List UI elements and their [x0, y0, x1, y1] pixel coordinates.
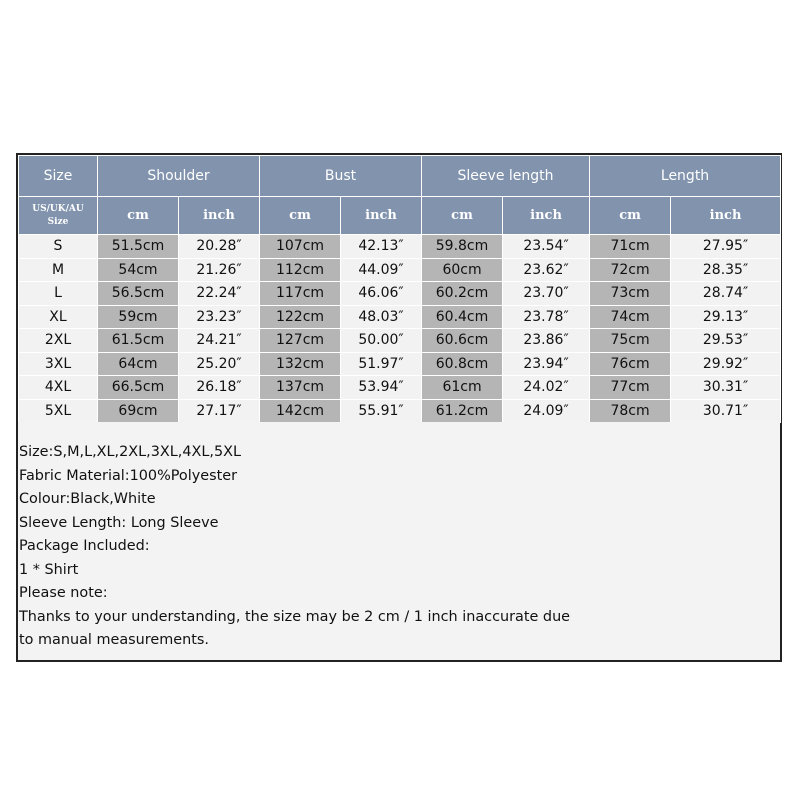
measurement-cell: 29.13″ [671, 305, 781, 329]
size-table [18, 155, 781, 423]
table-row [19, 376, 781, 400]
measurement-cell: 44.09″ [341, 258, 422, 282]
measurement-cell: 64cm [98, 352, 179, 376]
unit-row [19, 197, 781, 235]
measurement-cell: 54cm [98, 258, 179, 282]
note-line: 1 * Shirt [19, 561, 79, 578]
measurement-cell: 51.5cm [98, 235, 179, 259]
measurement-cell: 24.02″ [503, 376, 590, 400]
table-row [19, 399, 781, 423]
measurement-cell: 142cm [260, 399, 341, 423]
region-label: US/UK/AU [32, 203, 84, 214]
measurement-cell: 60.2cm [422, 282, 503, 306]
measurement-cell: 66.5cm [98, 376, 179, 400]
measurement-cell: 23.23″ [179, 305, 260, 329]
region-size-word: Size [47, 216, 69, 227]
measurement-cell: 61.5cm [98, 329, 179, 353]
note-line: Thanks to your understanding, the size may be 2 cm / 1 inch inaccurate due [19, 608, 571, 625]
measurement-cell: 30.31″ [671, 376, 781, 400]
measurement-cell: 28.35″ [671, 258, 781, 282]
size-cell: 4XL [19, 376, 98, 400]
size-chart [16, 153, 782, 662]
size-cell: L [19, 282, 98, 306]
note-line: Fabric Material:100%Polyester [19, 467, 238, 484]
measurement-cell: 27.17″ [179, 399, 260, 423]
measurement-cell: 61cm [422, 376, 503, 400]
measurement-cell: 61.2cm [422, 399, 503, 423]
size-rows [19, 235, 781, 423]
header-length: Length [590, 156, 781, 197]
size-cell: XL [19, 305, 98, 329]
measurement-cell: 46.06″ [341, 282, 422, 306]
measurement-cell: 42.13″ [341, 235, 422, 259]
measurement-cell: 55.91″ [341, 399, 422, 423]
measurement-cell: 117cm [260, 282, 341, 306]
measurement-cell: 29.92″ [671, 352, 781, 376]
measurement-cell: 77cm [590, 376, 671, 400]
measurement-cell: 72cm [590, 258, 671, 282]
table-row [19, 282, 781, 306]
measurement-cell: 23.78″ [503, 305, 590, 329]
size-cell: 5XL [19, 399, 98, 423]
unit-cm: cm [590, 197, 671, 235]
measurement-cell: 127cm [260, 329, 341, 353]
note-line: Package Included: [19, 538, 150, 554]
measurement-cell: 20.28″ [179, 235, 260, 259]
note-line: Size:S,M,L,XL,2XL,3XL,4XL,5XL [19, 444, 241, 460]
size-cell: M [19, 258, 98, 282]
unit-cm: cm [422, 197, 503, 235]
measurement-cell: 48.03″ [341, 305, 422, 329]
measurement-cell: 137cm [260, 376, 341, 400]
measurement-cell: 24.09″ [503, 399, 590, 423]
measurement-cell: 29.53″ [671, 329, 781, 353]
measurement-cell: 122cm [260, 305, 341, 329]
note-line: Colour:Black,White [19, 491, 156, 507]
measurement-cell: 59.8cm [422, 235, 503, 259]
measurement-cell: 73cm [590, 282, 671, 306]
measurement-cell: 26.18″ [179, 376, 260, 400]
measurement-cell: 59cm [98, 305, 179, 329]
header-row [19, 156, 781, 197]
measurement-cell: 23.86″ [503, 329, 590, 353]
measurement-cell: 51.97″ [341, 352, 422, 376]
measurement-cell: 132cm [260, 352, 341, 376]
measurement-cell: 22.24″ [179, 282, 260, 306]
size-cell: S [19, 235, 98, 259]
measurement-cell: 60.6cm [422, 329, 503, 353]
measurement-cell: 23.62″ [503, 258, 590, 282]
measurement-cell: 60cm [422, 258, 503, 282]
note-line: to manual measurements. [19, 632, 209, 648]
measurement-cell: 50.00″ [341, 329, 422, 353]
measurement-cell: 24.21″ [179, 329, 260, 353]
size-cell: 2XL [19, 329, 98, 353]
measurement-cell: 60.4cm [422, 305, 503, 329]
table-row [19, 329, 781, 353]
measurement-cell: 76cm [590, 352, 671, 376]
header-size: Size [19, 156, 98, 197]
measurement-cell: 112cm [260, 258, 341, 282]
unit-cm: cm [98, 197, 179, 235]
measurement-cell: 56.5cm [98, 282, 179, 306]
unit-inch: inch [503, 197, 590, 235]
unit-inch: inch [341, 197, 422, 235]
measurement-cell: 71cm [590, 235, 671, 259]
unit-inch: inch [179, 197, 260, 235]
measurement-cell: 78cm [590, 399, 671, 423]
table-row [19, 352, 781, 376]
note-line: Sleeve Length: Long Sleeve [19, 514, 219, 531]
measurement-cell: 74cm [590, 305, 671, 329]
measurement-cell: 21.26″ [179, 258, 260, 282]
measurement-cell: 107cm [260, 235, 341, 259]
measurement-cell: 28.74″ [671, 282, 781, 306]
measurement-cell: 23.54″ [503, 235, 590, 259]
measurement-cell: 25.20″ [179, 352, 260, 376]
measurement-cell: 23.70″ [503, 282, 590, 306]
measurement-cell: 75cm [590, 329, 671, 353]
region-size-label [19, 197, 98, 235]
product-notes [18, 422, 780, 660]
measurement-cell: 27.95″ [671, 235, 781, 259]
size-cell: 3XL [19, 352, 98, 376]
measurement-cell: 60.8cm [422, 352, 503, 376]
header-sleeve-length: Sleeve length [422, 156, 590, 197]
note-line: Please note: [19, 585, 108, 601]
unit-cm: cm [260, 197, 341, 235]
header-shoulder: Shoulder [98, 156, 260, 197]
measurement-cell: 23.94″ [503, 352, 590, 376]
measurement-cell: 30.71″ [671, 399, 781, 423]
measurement-cell: 69cm [98, 399, 179, 423]
unit-inch: inch [671, 197, 781, 235]
table-row [19, 258, 781, 282]
table-row [19, 235, 781, 259]
measurement-cell: 53.94″ [341, 376, 422, 400]
table-row [19, 305, 781, 329]
header-bust: Bust [260, 156, 422, 197]
